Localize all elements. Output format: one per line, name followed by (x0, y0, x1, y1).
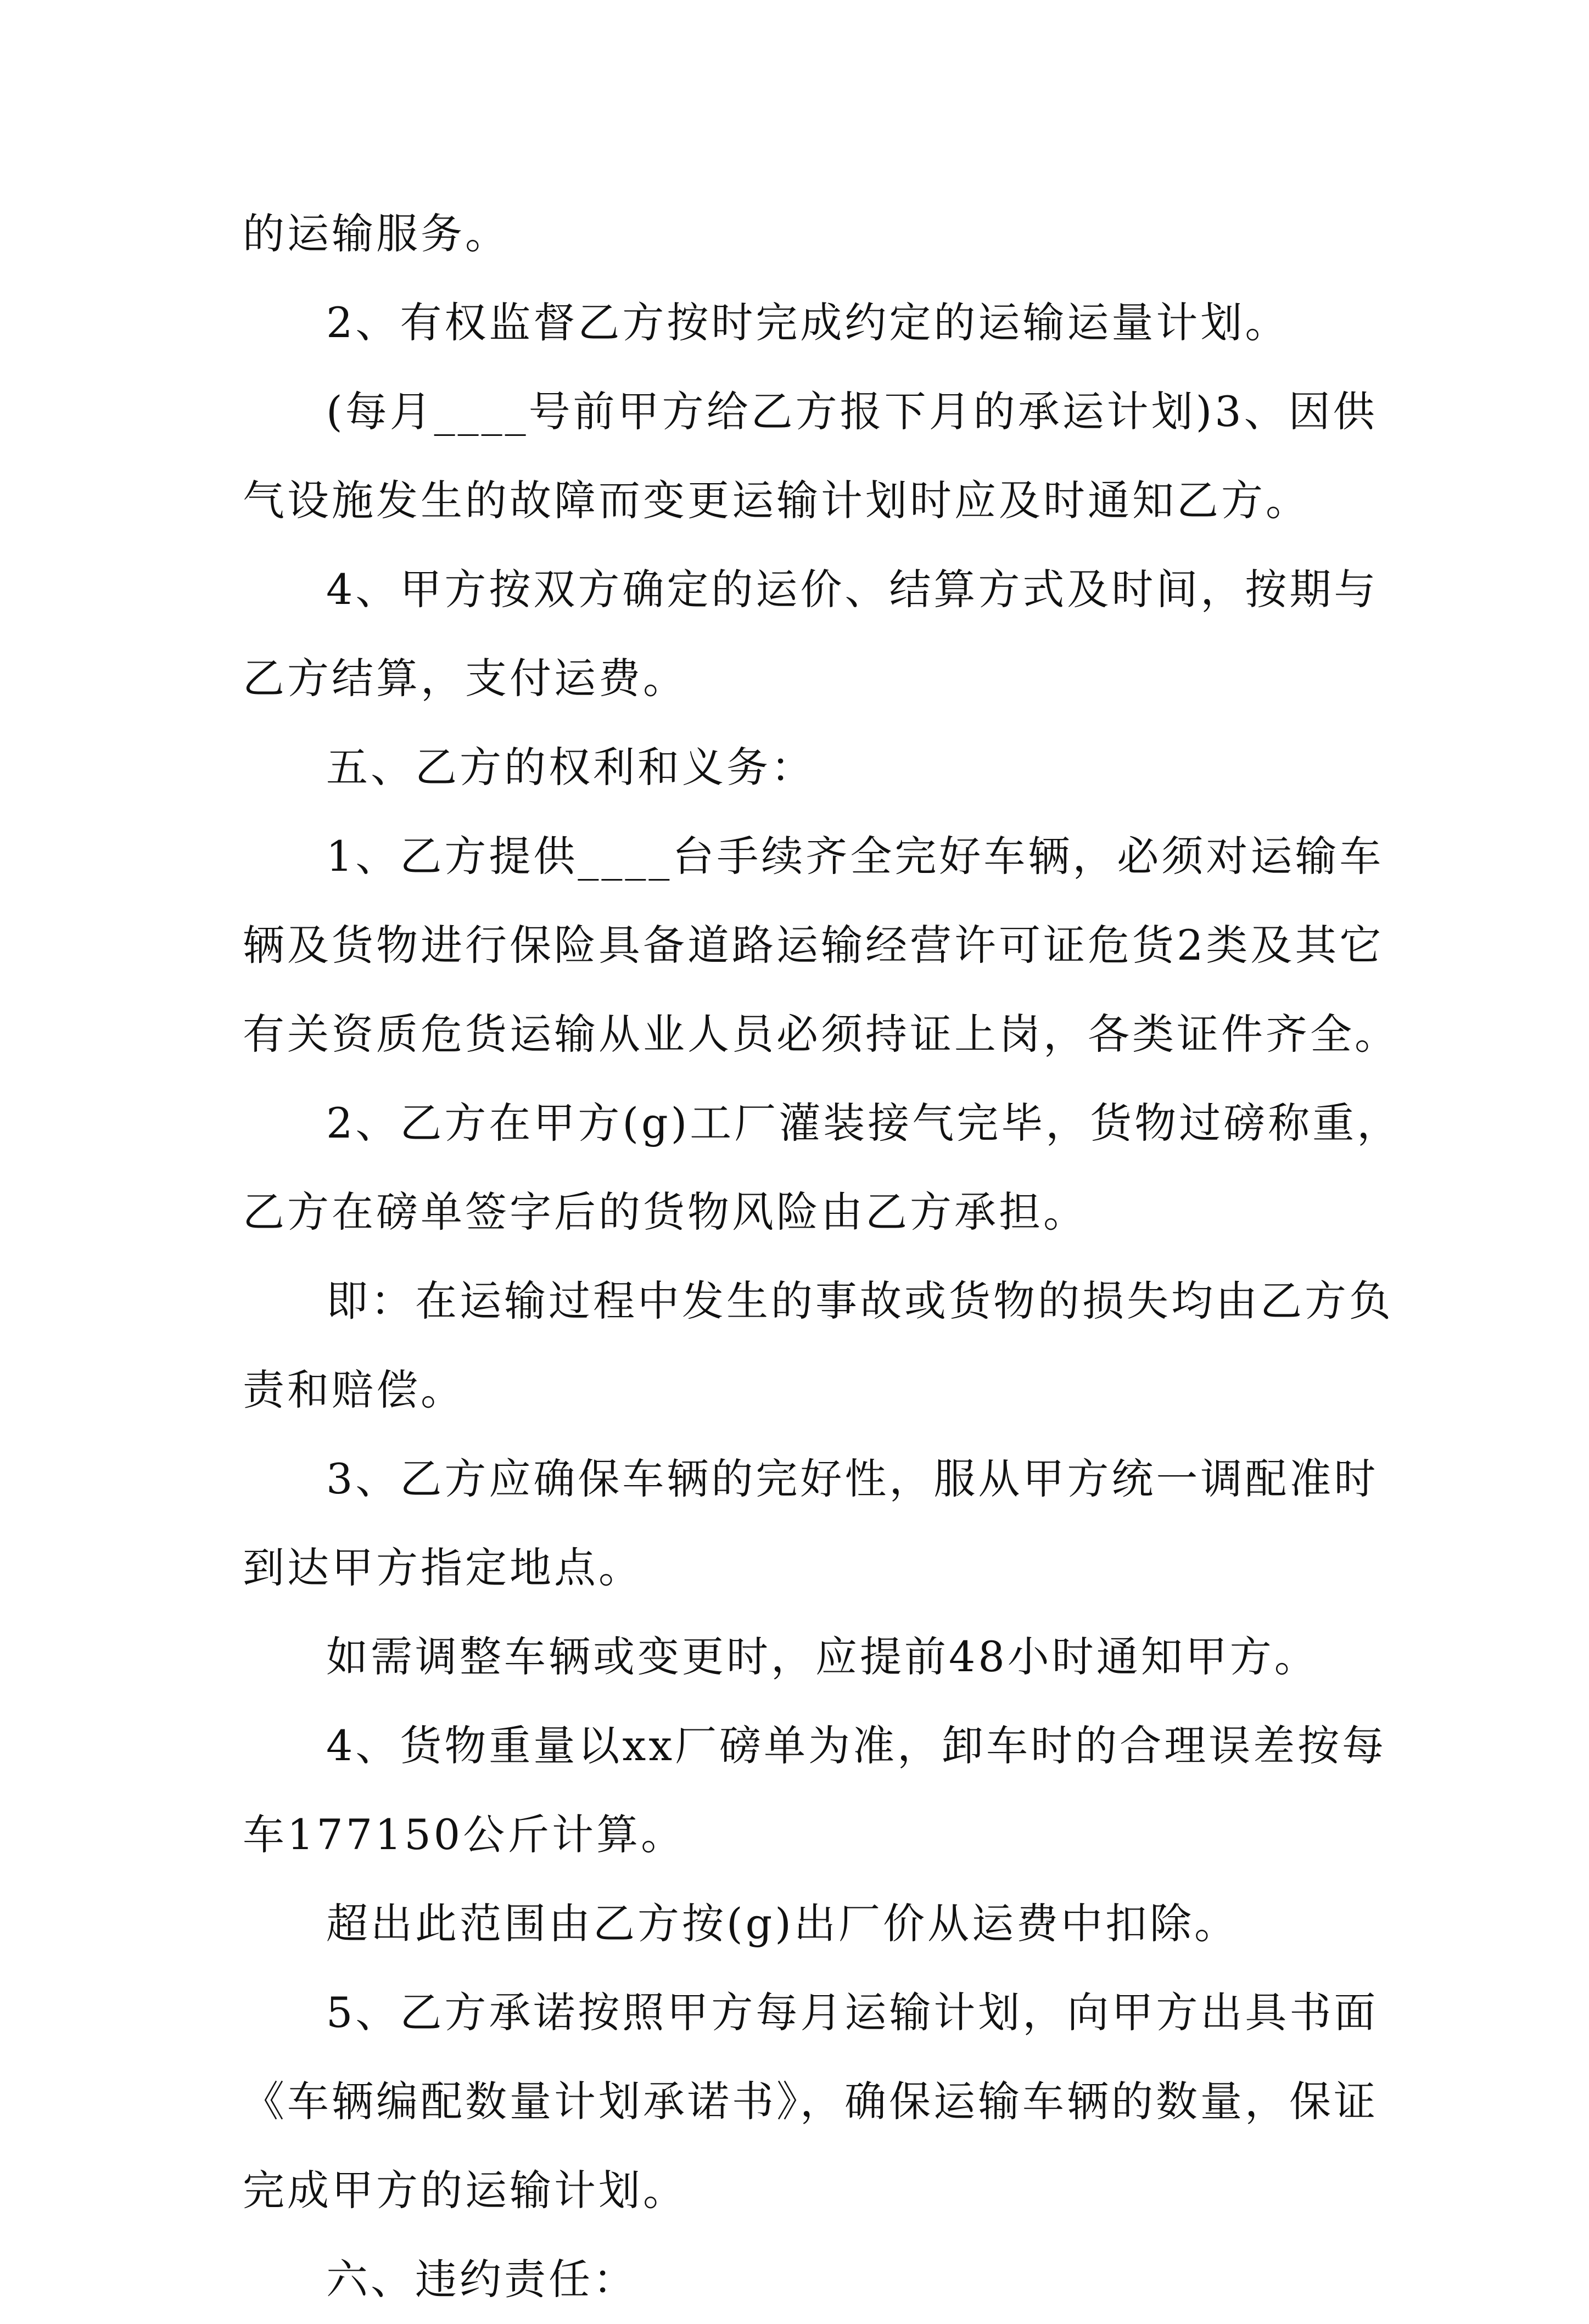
text-line: 气设施发生的故障而变更运输计划时应及时通知乙方。 (243, 476, 1310, 525)
section-heading (243, 2235, 1385, 2324)
paragraph (243, 1612, 1385, 1701)
text-line: 4、甲方按双方确定的运价、结算方式及时间，按期与 (326, 565, 1379, 614)
text-line: 辆及货物进行保险具备道路运输经营许可证危货2类及其它 (243, 921, 1384, 970)
text-line: 即：在运输过程中发生的事故或货物的损失均由乙方负 (326, 1276, 1394, 1325)
paragraph (243, 189, 1385, 278)
paragraph (243, 1257, 1394, 1435)
text-line: 六、违约责任： (326, 2255, 637, 2304)
document-body (243, 189, 1402, 2324)
paragraph (243, 278, 1385, 367)
text-line: 2、有权监督乙方按时完成约定的运输运量计划。 (326, 298, 1290, 347)
text-line: 责和赔偿。 (243, 1365, 465, 1414)
text-line: 到达甲方指定地点。 (243, 1543, 643, 1592)
paragraph (243, 1435, 1385, 1612)
text-line: 1、乙方提供____台手续齐全完好车辆，必须对运输车 (326, 832, 1384, 881)
text-line: 的运输服务。 (243, 209, 510, 258)
text-line: 如需调整车辆或变更时，应提前48小时通知甲方。 (326, 1632, 1319, 1681)
section-heading (243, 723, 1385, 812)
paragraph (243, 1701, 1385, 1879)
text-line: 3、乙方应确保车辆的完好性，服从甲方统一调配准时 (326, 1454, 1379, 1503)
text-line: 4、货物重量以xx厂磅单为准，卸车时的合理误差按每 (326, 1721, 1387, 1770)
text-line: 超出此范围由乙方按(g)出厂价从运费中扣除。 (326, 1899, 1239, 1948)
paragraph (243, 367, 1385, 545)
text-line: (每月____号前甲方给乙方报下月的承运计划)3、因供 (326, 387, 1378, 436)
text-line: 《车辆编配数量计划承诺书》，确保运输车辆的数量，保证 (243, 2077, 1378, 2126)
paragraph (243, 812, 1399, 1079)
text-line: 乙方在磅单签字后的货物风险由乙方承担。 (243, 1188, 1088, 1236)
text-line: 2、乙方在甲方(g)工厂灌装接气完毕，货物过磅称重， (326, 1099, 1402, 1147)
text-line: 完成甲方的运输计划。 (243, 2166, 687, 2215)
text-line: 乙方结算，支付运费。 (243, 654, 687, 703)
paragraph (243, 1079, 1402, 1257)
paragraph (243, 545, 1385, 723)
paragraph (243, 1879, 1385, 1968)
text-line: 5、乙方承诺按照甲方每月运输计划，向甲方出具书面 (326, 1988, 1379, 2037)
paragraph (243, 1968, 1385, 2235)
text-line: 有关资质危货运输从业人员必须持证上岗，各类证件齐全。 (243, 1010, 1399, 1059)
text-line: 车177150公斤计算。 (243, 1810, 686, 1859)
text-line: 五、乙方的权利和义务： (326, 743, 815, 792)
